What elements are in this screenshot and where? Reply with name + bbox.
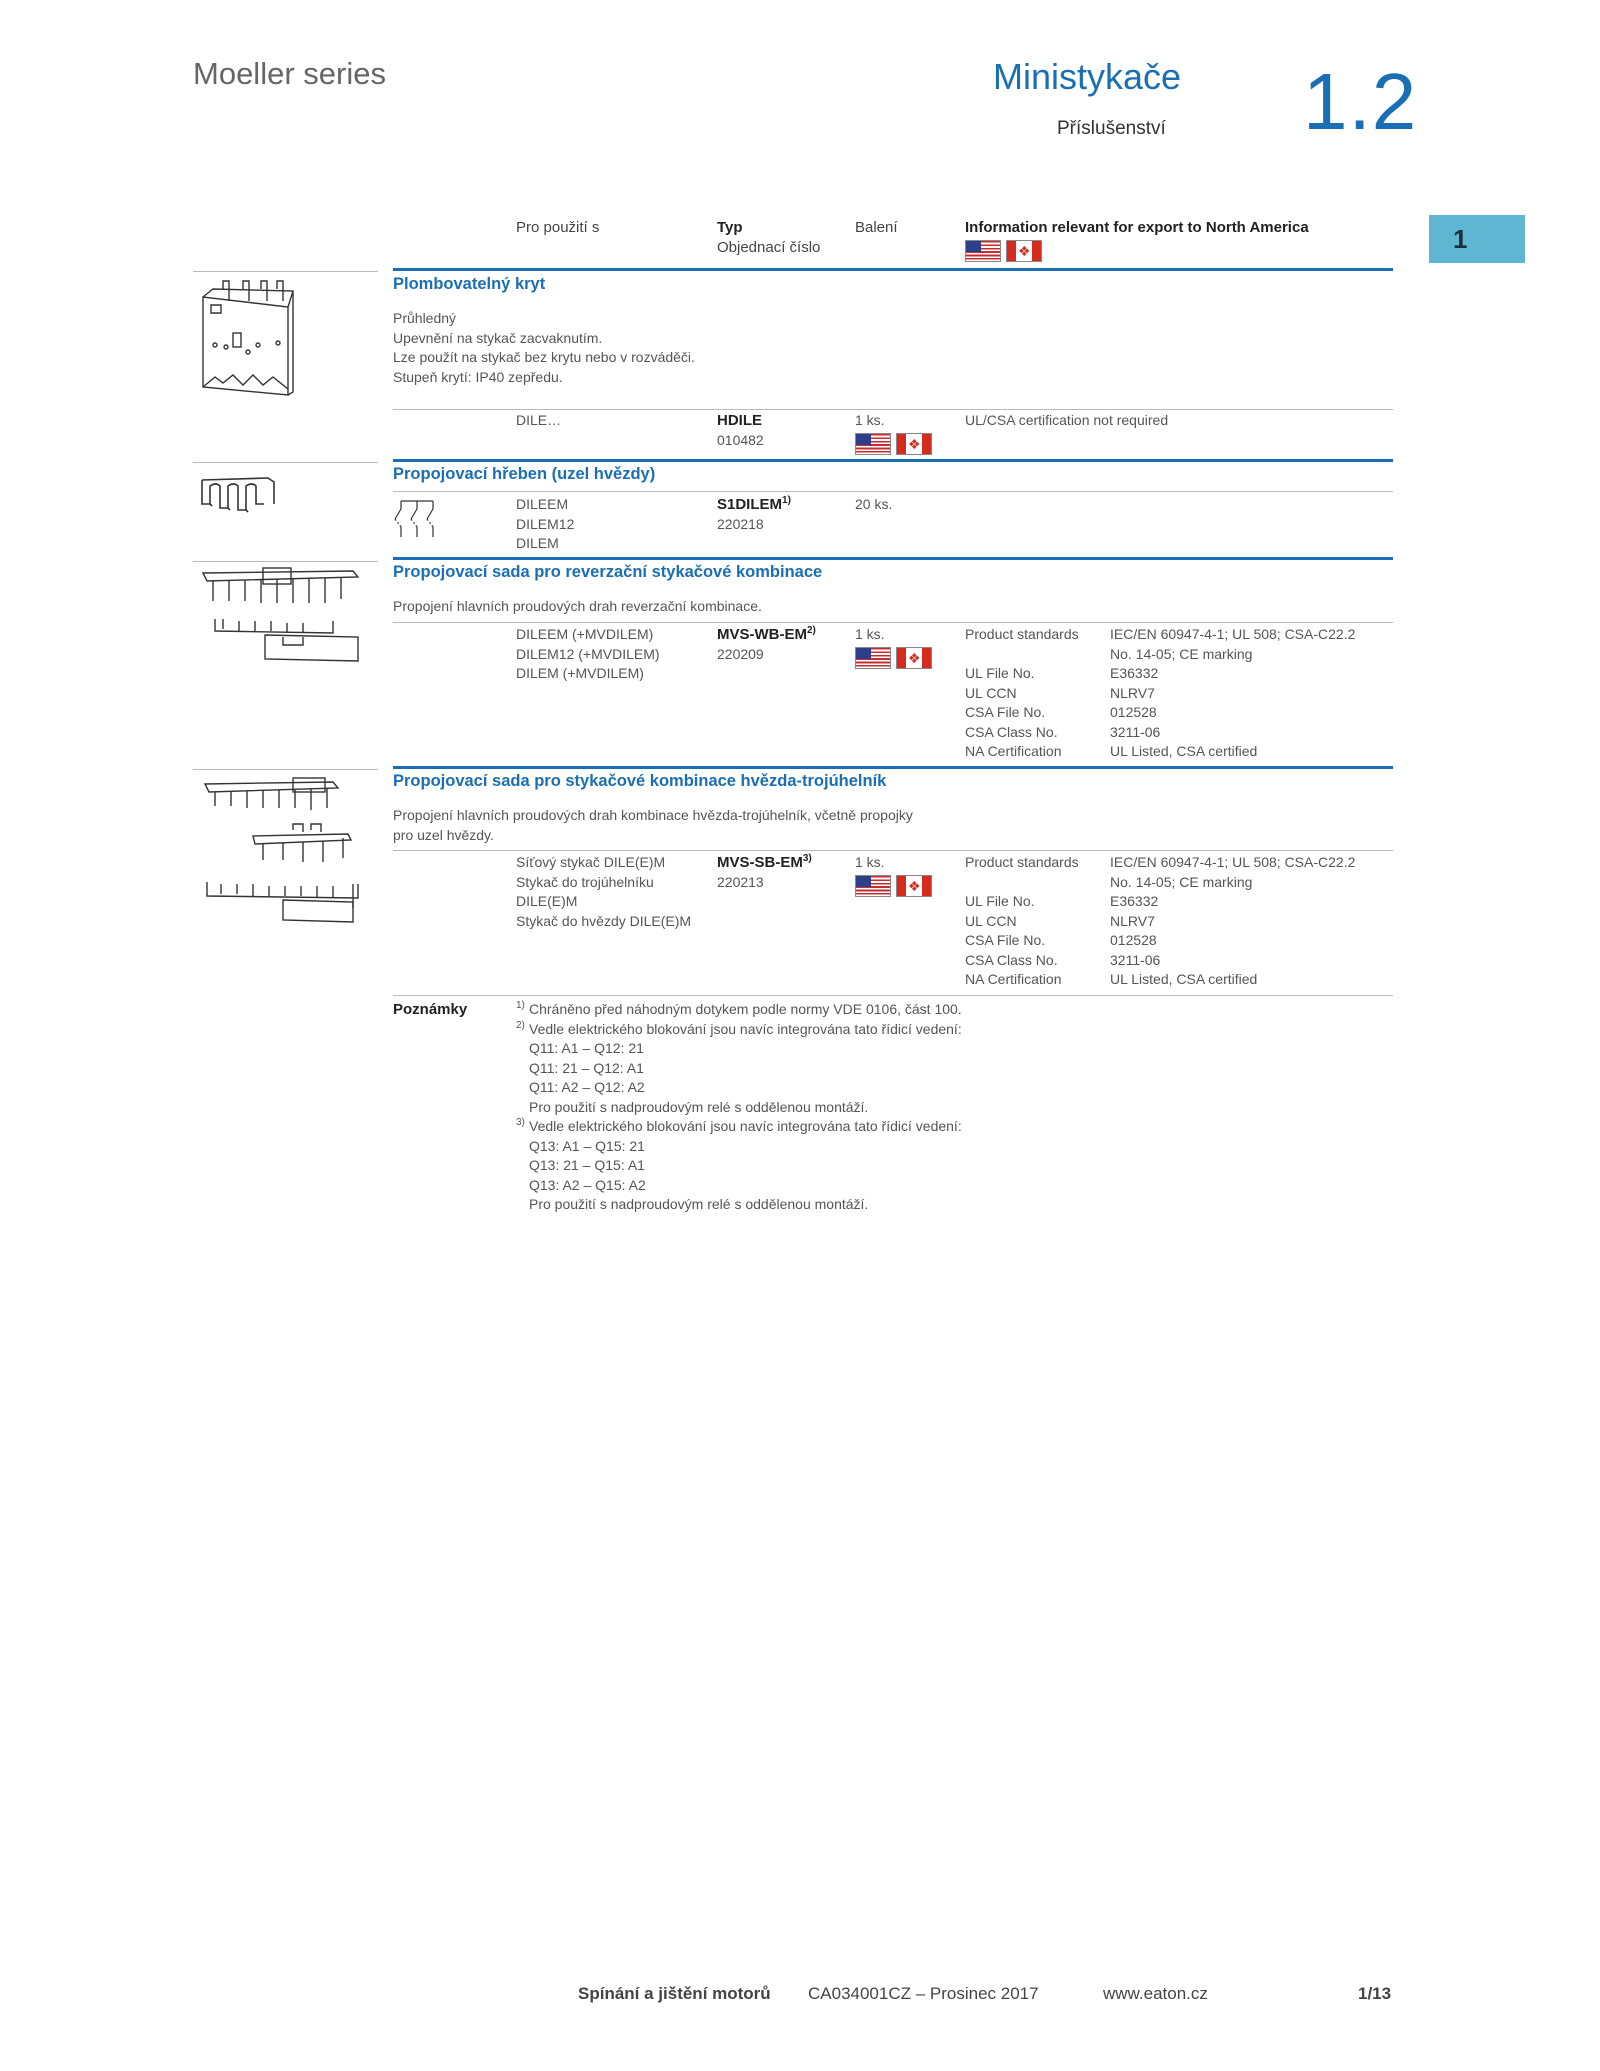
us-flag-icon: [965, 240, 1001, 262]
use-with: DILEEM (+MVDILEM) DILEM12 (+MVDILEM) DILEM (+MVDILEM): [516, 626, 660, 681]
pack-size: 1 ks.: [855, 626, 885, 642]
canada-flag-icon: [896, 875, 932, 897]
type-code: S1DILEM$^{1)}$: [717, 495, 791, 513]
order-number: 220209: [717, 646, 764, 662]
note-item: 2) Vedle elektrického blokování jsou navíc integrována tato řídicí vedení: Q11: A1 – Q12: 21 Q11: 21 – Q12: A1 Q11: A2 – Q12: A2 Pro použití s nadproudovým relé s oddělenou montáží.: [516, 1019, 962, 1115]
section-description: Propojení hlavních proudových drah kombinace hvězda-trojúhelník, včetně propojky pro uzel hvězdy.: [393, 807, 913, 843]
divider: [193, 561, 378, 562]
divider: [393, 409, 1393, 410]
canada-flag-icon: [1006, 240, 1042, 262]
order-number: 220213: [717, 874, 764, 890]
section-description: Propojení hlavních proudových drah reverzační kombinace.: [393, 598, 762, 614]
divider: [193, 462, 378, 463]
col-header-pack: Balení: [855, 219, 898, 236]
order-number: 220218: [717, 516, 764, 532]
section-description: Průhledný Upevnění na stykač zacvaknutím. Lze použít na stykač bez krytu nebo v rozváděči. Stupeň krytí: IP40 zepředu.: [393, 310, 695, 385]
section-rule: [393, 459, 1393, 462]
section-rule: [393, 557, 1393, 560]
star-point-bridge-image: [198, 470, 278, 520]
reversing-link-kit-image: [193, 563, 363, 668]
divider: [393, 622, 1393, 623]
section-title: Propojovací hřeben (uzel hvězdy): [393, 465, 656, 483]
col-header-use: Pro použití s: [516, 219, 600, 236]
us-flag-icon: [855, 647, 891, 669]
page-number: 1/13: [1358, 1984, 1392, 2003]
pack-size: 1 ks.: [855, 854, 885, 870]
page-title: Ministykače: [993, 56, 1182, 97]
type-code: MVS-WB-EM$^{2)}$: [717, 625, 816, 643]
divider: [393, 995, 1393, 996]
note-item: 3) Vedle elektrického blokování jsou navíc integrována tato řídicí vedení: Q13: A1 – Q15: 21 Q13: 21 – Q15: A1 Q13: A2 – Q15: A2 Pro použití s nadproudovým relé s oddělenou montáží.: [516, 1117, 962, 1212]
footer-title: Spínání a jištění motorů: [578, 1984, 771, 2003]
canada-flag-icon: [896, 647, 932, 669]
pack-size: 1 ks.: [855, 412, 885, 428]
divider: [393, 850, 1393, 851]
pack-size: 20 ks.: [855, 496, 893, 512]
use-with: Síťový stykač DILE(E)M Stykač do trojúhelníku DILE(E)M Stykač do hvězdy DILE(E)M: [516, 854, 692, 929]
us-flag-icon: [855, 433, 891, 455]
type-code: MVS-SB-EM$^{3)}$: [717, 853, 812, 871]
footer-url[interactable]: www.eaton.cz: [1103, 1984, 1208, 2003]
section-rule: [393, 766, 1393, 769]
divider: [193, 769, 378, 770]
type-code: HDILE: [717, 412, 762, 429]
notes-label: Poznámky: [393, 1001, 468, 1018]
divider: [193, 271, 378, 272]
order-number: 010482: [717, 432, 764, 448]
section-number: 1.2: [1303, 57, 1418, 146]
use-with: DILEEM DILEM12 DILEM: [516, 496, 575, 551]
section-title: Propojovací sada pro stykačové kombinace hvězda-trojúhelník: [393, 772, 887, 790]
footer-document: CA034001CZ – Prosinec 2017: [808, 1984, 1039, 2003]
us-flag-icon: [855, 875, 891, 897]
col-header-type: Typ: [717, 219, 743, 236]
na-labels: Product standards UL File No. UL CCN CSA File No. CSA Class No. NA Certification: [965, 854, 1079, 987]
sealable-cover-image: [193, 277, 298, 400]
star-delta-link-kit-image: [193, 772, 368, 937]
section-title: Plombovatelný kryt: [393, 275, 546, 293]
na-info-text: UL/CSA certification not required: [965, 412, 1169, 428]
note-item: 1) Chráněno před náhodným dotykem podle normy VDE 0106, část 100.: [516, 1000, 962, 1017]
section-title: Propojovací sada pro reverzační stykačové kombinace: [393, 563, 823, 581]
chapter-tab: 1: [1429, 215, 1525, 263]
use-with: DILE…: [516, 412, 562, 428]
na-values: IEC/EN 60947-4-1; UL 508; CSA-C22.2 No. 14-05; CE marking E36332 NLRV7 012528 3211-06 UL Listed, CSA certified: [1110, 854, 1356, 987]
series-title: Moeller series: [193, 56, 386, 91]
notes-list: [516, 1000, 1216, 1215]
divider: [393, 491, 1393, 492]
section-rule: [393, 268, 1393, 271]
canada-flag-icon: [896, 433, 932, 455]
bridge-symbol-icon: [393, 497, 439, 542]
col-header-order: Objednací číslo: [717, 239, 821, 256]
na-labels: Product standards UL File No. UL CCN CSA File No. CSA Class No. NA Certification: [965, 626, 1079, 759]
na-values: IEC/EN 60947-4-1; UL 508; CSA-C22.2 No. 14-05; CE marking E36332 NLRV7 012528 3211-06 UL Listed, CSA certified: [1110, 626, 1356, 759]
col-header-na: Information relevant for export to North America: [965, 219, 1309, 236]
page-subtitle: Příslušenství: [1057, 118, 1166, 139]
